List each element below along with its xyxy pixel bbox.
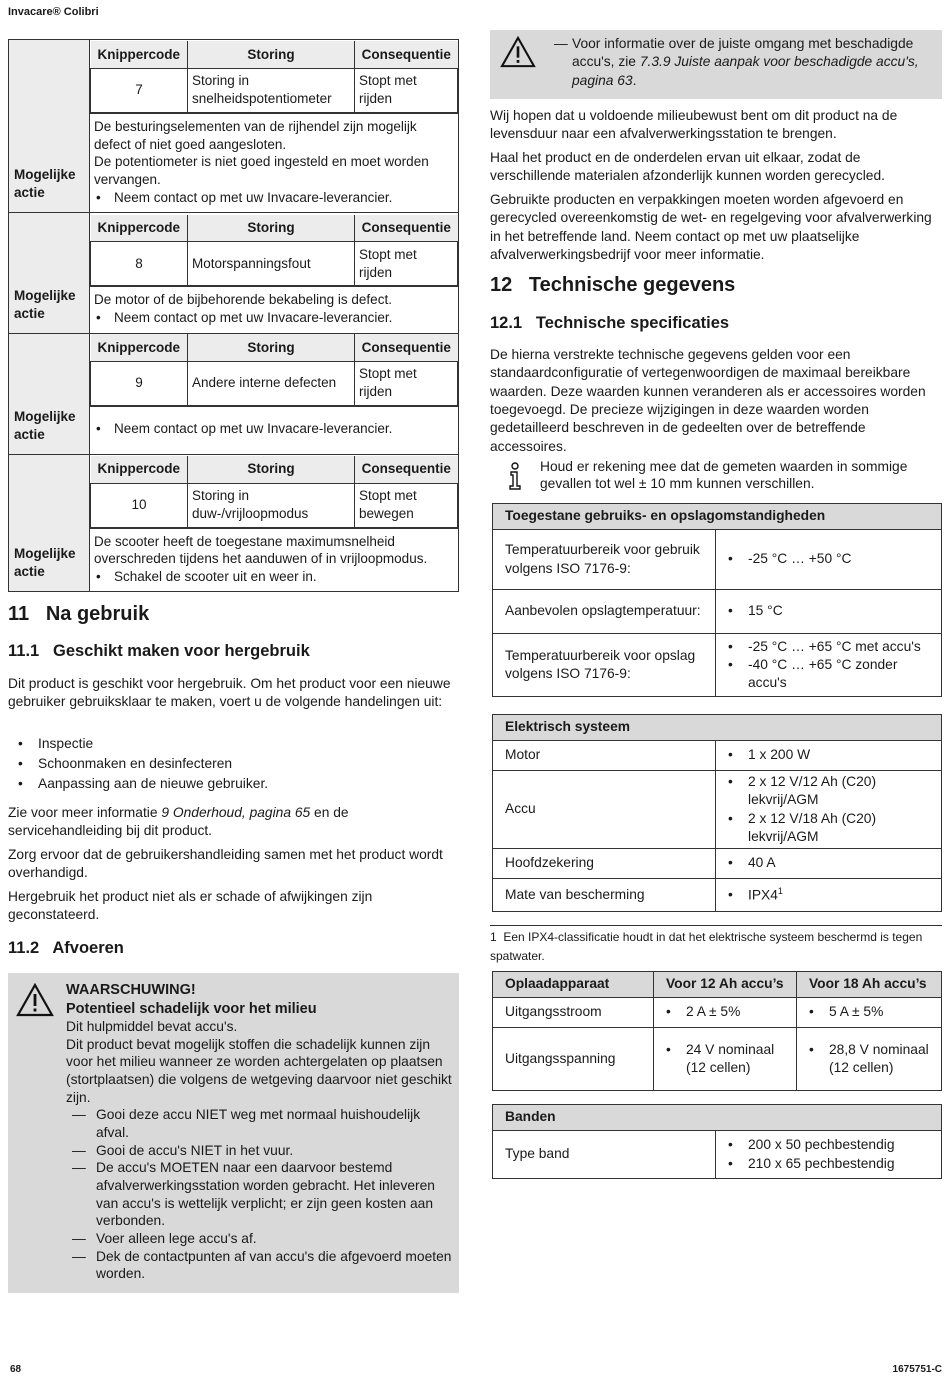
- table-label: Motor: [493, 741, 716, 771]
- col-header-code: Knippercode: [91, 456, 188, 483]
- table-value: • -25 °C … +50 °C: [728, 550, 929, 568]
- page-number: 68: [10, 1364, 22, 1375]
- table-title: Elektrisch systeem: [493, 715, 942, 741]
- warning-text: Dit product bevat mogelijk stoffen die schadelijk kunnen zijn voor het milieu wanneer ze worden achtergelaten op plaatsen (stortplaatsen) die volgens de wetgeving daarvoor niet geschikt zijn.: [66, 1036, 452, 1105]
- fault-consequence: Stopt met bewegen: [355, 483, 458, 527]
- table-value: • 200 x 50 pechbestendig: [728, 1136, 929, 1154]
- col-header-code: Knippercode: [91, 334, 188, 361]
- warning-item: — De accu's MOETEN naar een daarvoor bestemd afvalverwerkingsstation worden gebracht. Het inleveren van accu's is wettelijk verplicht; er zijn geen kosten aan verbonden.: [66, 1159, 454, 1230]
- warning-title: WAARSCHUWING!: [66, 982, 196, 998]
- caution-note-box: [490, 30, 942, 99]
- cross-reference[interactable]: 9 Onderhoud, pagina 65: [161, 805, 311, 820]
- list-item: • Inspectie: [8, 735, 268, 755]
- warning-item: — Voer alleen lege accu's af.: [66, 1230, 454, 1248]
- fault-name: Andere interne defecten: [188, 361, 355, 405]
- section-12-heading: 12 Technische gegevens: [490, 274, 736, 296]
- fault-description: De scooter heeft de toegestane maximumsnelheid overschreden tijdens het aanduwen of in vrijloopmodus. • Schakel de scooter uit en weer in.: [90, 528, 458, 590]
- cross-reference[interactable]: 7.3.9 Juiste aanpak voor beschadigde accu's, pagina 63: [572, 54, 919, 88]
- table-value: • 2 x 12 V/12 Ah (C20) lekvrij/AGM: [728, 773, 929, 809]
- section-12-1-heading: 12.1 Technische specificaties: [490, 314, 730, 332]
- table-value: • 28,8 V nominaal (12 cellen): [809, 1041, 929, 1077]
- fault-code: 7: [91, 68, 188, 112]
- col-header-fault: Storing: [188, 456, 355, 483]
- paragraph: Zorg ervoor dat de gebruikershandleiding samen met het product wordt overhandigd.: [8, 847, 443, 881]
- table-value: • 15 °C: [728, 602, 929, 620]
- warning-text: Dit hulpmiddel bevat accu's.: [66, 1019, 238, 1035]
- list-item: • Aanpassing aan de nieuwe gebruiker.: [8, 775, 268, 795]
- paragraph: Haal het product en de onderdelen ervan uit elkaar, zodat de verschillende materialen afzonderlijk kunnen worden gerecycled.: [490, 150, 885, 184]
- col-header-consequence: Consequentie: [355, 215, 458, 242]
- table-label: Mate van bescherming: [493, 879, 716, 912]
- electrical-table: [492, 714, 942, 912]
- table-value: • 40 A: [728, 854, 929, 872]
- paragraph: De hierna verstrekte technische gegevens gelden voor een standaardconfiguratie of vertegenwoordigen de maximaal bereikbare waarden. Deze waarden kunnen veranderen als er accessoires worden toegevoegd. De precieze wijzigingen in deze waarden worden gedetailleerd beschreven in de gedeelten over de betreffende accessoires.: [490, 347, 926, 454]
- col-header-consequence: Consequentie: [355, 456, 458, 483]
- conditions-table: [492, 503, 942, 697]
- footnote: 1 Een IPX4-classificatie houdt in dat het elektrische systeem beschermd is tegen spatwater.: [490, 925, 942, 965]
- table-value: • 210 x 65 pechbestendig: [728, 1155, 929, 1173]
- section-11-1-heading: 11.1 Geschikt maken voor hergebruik: [8, 642, 310, 660]
- side-label: Mogelijke actie: [9, 40, 90, 213]
- table-value: • 24 V nominaal (12 cellen): [666, 1041, 784, 1077]
- warning-triangle-icon: [500, 36, 536, 68]
- warning-box: [8, 973, 459, 1293]
- reuse-steps-list: [8, 735, 268, 795]
- fault-consequence: Stopt met rijden: [355, 361, 458, 405]
- table-title: Toegestane gebruiks- en opslagomstandigheden: [493, 504, 942, 530]
- table-title: Oplaadapparaat: [493, 972, 654, 998]
- table-value: • -40 °C … +65 °C zonder accu's: [728, 656, 929, 692]
- table-label: Hoofdzekering: [493, 849, 716, 879]
- fault-name: Storing in snelheidspotentiometer: [188, 68, 355, 112]
- table-title: Banden: [493, 1105, 942, 1131]
- col-header-fault: Storing: [188, 334, 355, 361]
- side-label: Mogelijke actie: [9, 455, 90, 592]
- info-icon: [506, 462, 524, 490]
- table-value: • 2 x 12 V/18 Ah (C20) lekvrij/AGM: [728, 810, 929, 846]
- table-label: Uitgangsstroom: [493, 998, 654, 1028]
- section-11-heading: 11 Na gebruik: [8, 603, 150, 625]
- side-label: Mogelijke actie: [9, 213, 90, 334]
- fault-description: De motor of de bijbehorende bekabeling is defect. • Neem contact op met uw Invacare-leverancier.: [90, 286, 458, 331]
- fault-code: 9: [91, 361, 188, 405]
- warning-item: — Dek de contactpunten af van accu's die afgevoerd moeten worden.: [66, 1248, 454, 1283]
- col-header: Voor 12 Ah accu’s: [654, 972, 797, 998]
- document-number: 1675751-C: [892, 1364, 942, 1375]
- fault-description: De besturingselementen van de rijhendel zijn mogelijk defect of niet goed aangesloten. De potentiometer is niet goed ingesteld en moet worden vervangen. • Neem contact op met uw Invacare-leverancier.: [90, 113, 458, 211]
- table-value: • 1 x 200 W: [728, 746, 929, 764]
- warning-subtitle: Potentieel schadelijk voor het milieu: [66, 1000, 317, 1017]
- fault-name: Storing in duw-/vrijloopmodus: [188, 483, 355, 527]
- table-value: • -25 °C … +65 °C met accu's: [728, 638, 929, 656]
- table-value: • 5 A ± 5%: [809, 1003, 929, 1021]
- fault-consequence: Stopt met rijden: [355, 242, 458, 286]
- warning-item: — Gooi deze accu NIET weg met normaal huishoudelijk afval.: [66, 1106, 454, 1141]
- warning-item: — Gooi de accu's NIET in het vuur.: [66, 1142, 454, 1160]
- paragraph: Gebruikte producten en verpakkingen moeten worden afgevoerd en gerecycled overeenkomstig de wet- en regelgeving voor afvalverwerking in het betreffende land. Neem contact op met uw plaatselijke afvalverwerkingsbedrijf voor meer informatie.: [490, 192, 932, 263]
- fault-description: • Neem contact op met uw Invacare-leverancier.: [90, 406, 458, 454]
- caution-note-text: — Voor informatie over de juiste omgang met beschadigde accu's, zie 7.3.9 Juiste aanpak voor beschadigde accu's, pagina 63.: [548, 35, 928, 90]
- table-value: • 2 A ± 5%: [666, 1003, 784, 1021]
- paragraph: Wij hopen dat u voldoende milieubewust bent om dit product na de levensduur naar een afvalverwerkingsstation te brengen.: [490, 108, 898, 142]
- tyres-table: [492, 1104, 942, 1179]
- fault-code: 8: [91, 242, 188, 286]
- table-label: Uitgangsspanning: [493, 1028, 654, 1091]
- list-item: • Schoonmaken en desinfecteren: [8, 755, 268, 775]
- col-header-code: Knippercode: [91, 41, 188, 68]
- col-header-consequence: Consequentie: [355, 334, 458, 361]
- side-label: Mogelijke actie: [9, 334, 90, 455]
- paragraph: Zie voor meer informatie 9 Onderhoud, pagina 65 en de servicehandleiding bij dit product.: [8, 805, 349, 839]
- table-value: • $IPX4^1$: [728, 886, 929, 905]
- col-header-consequence: Consequentie: [355, 41, 458, 68]
- section-11-2-heading: 11.2 Afvoeren: [8, 939, 124, 957]
- fault-name: Motorspanningsfout: [188, 242, 355, 286]
- paragraph: Hergebruik het product niet als er schade of afwijkingen zijn geconstateerd.: [8, 889, 373, 923]
- charger-table: [492, 971, 942, 1091]
- fault-code-table: [8, 39, 459, 592]
- table-label: Aanbevolen opslagtemperatuur:: [493, 590, 716, 634]
- warning-triangle-icon: [16, 983, 54, 1017]
- table-label: Temperatuurbereik voor gebruik volgens ISO 7176-9:: [493, 530, 716, 590]
- fault-code: 10: [91, 483, 188, 527]
- col-header-code: Knippercode: [91, 215, 188, 242]
- col-header-fault: Storing: [188, 215, 355, 242]
- table-label: Accu: [493, 771, 716, 849]
- fault-consequence: Stopt met rijden: [355, 68, 458, 112]
- table-label: Type band: [493, 1131, 716, 1179]
- info-note: Houd er rekening mee dat de gemeten waarden in sommige gevallen tot wel ± 10 mm kunnen verschillen.: [540, 459, 908, 491]
- running-header: Invacare® Colibri: [8, 6, 99, 18]
- col-header-fault: Storing: [188, 41, 355, 68]
- col-header: Voor 18 Ah accu’s: [797, 972, 942, 998]
- table-label: Temperatuurbereik voor opslag volgens ISO 7176-9:: [493, 634, 716, 697]
- paragraph: Dit product is geschikt voor hergebruik. Om het product voor een nieuwe gebruiker gebruiksklaar te maken, voert u de volgende handelingen uit:: [8, 676, 451, 710]
